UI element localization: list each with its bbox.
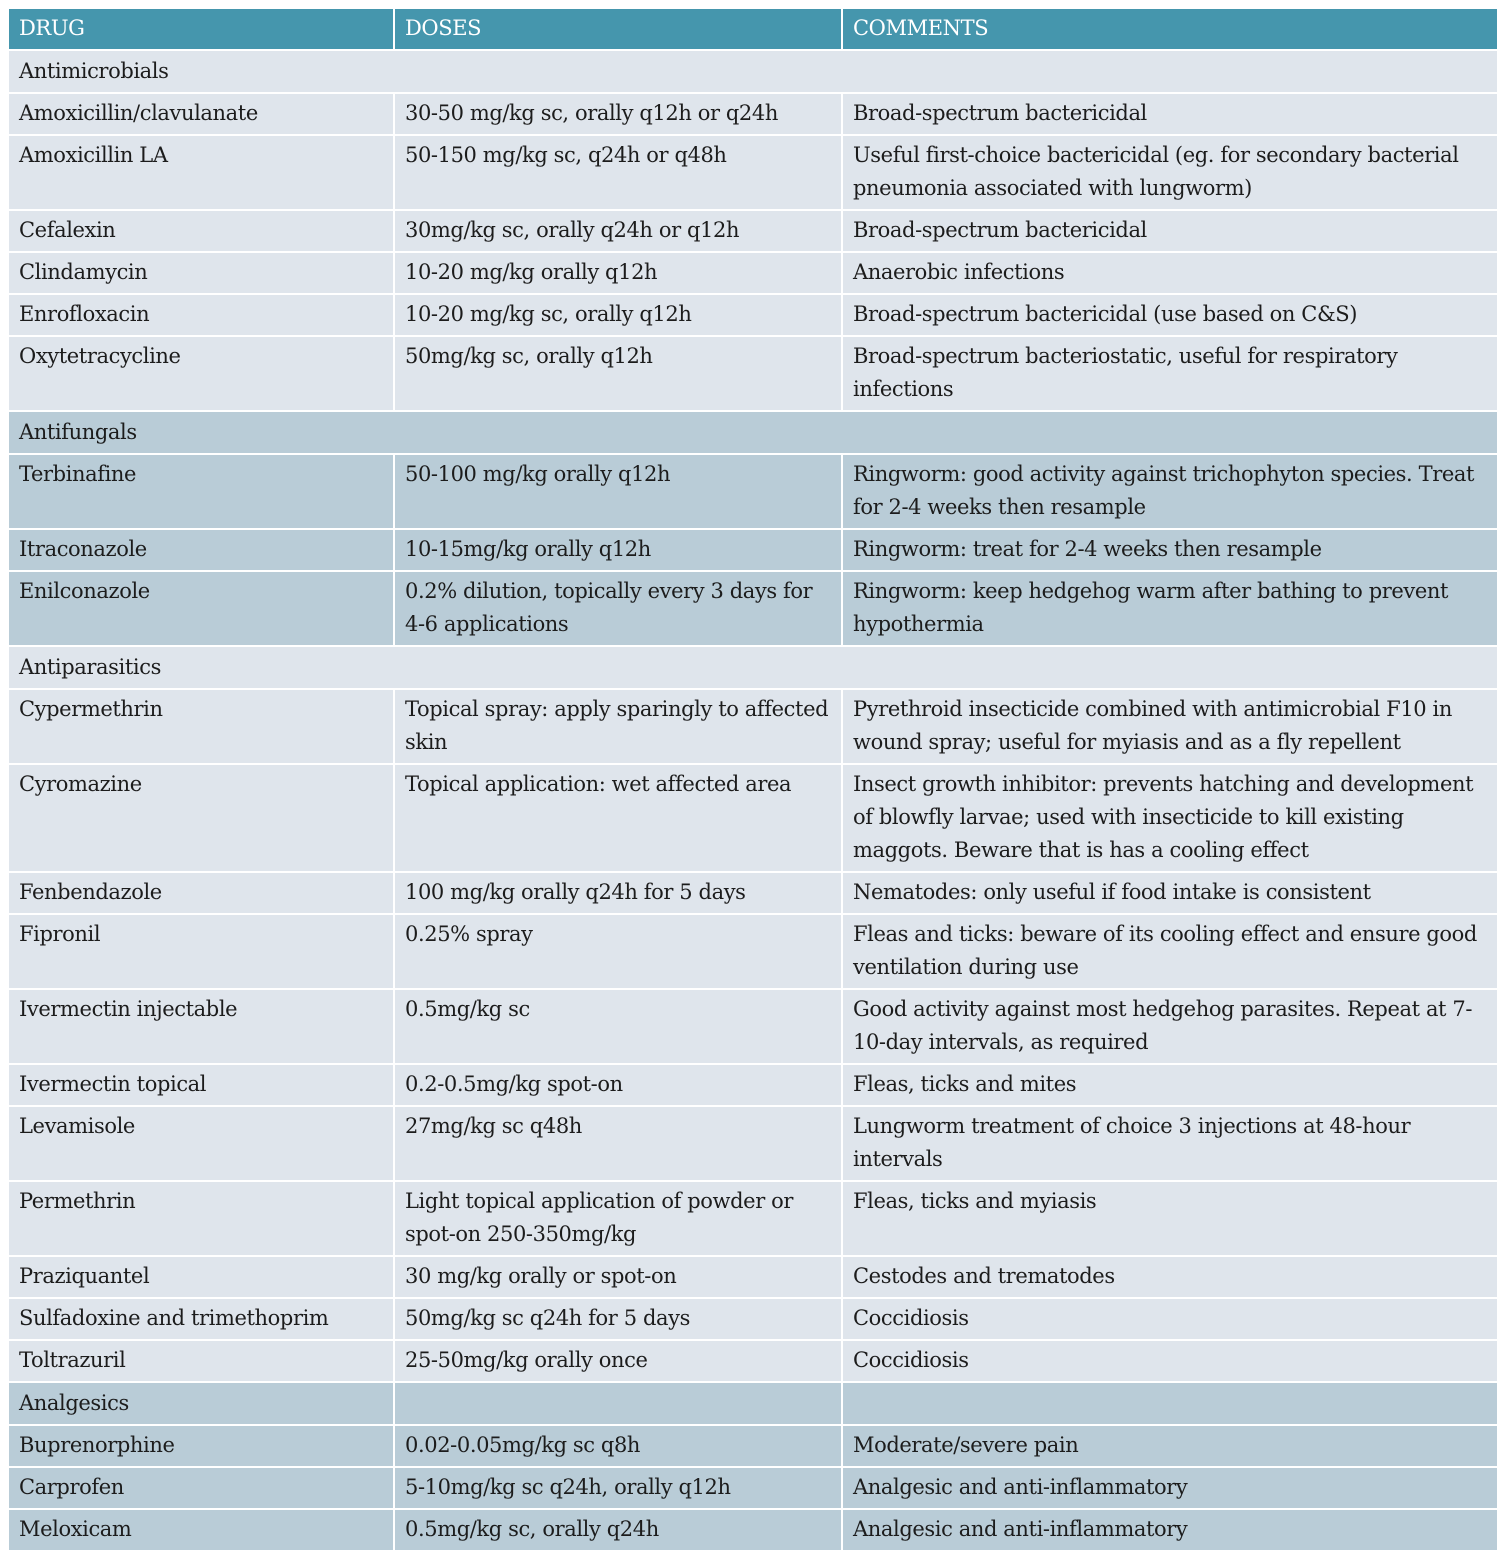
comments-cell: Broad-spectrum bactericidal <box>842 93 1498 135</box>
comments-cell: Anaerobic infections <box>842 252 1498 294</box>
comments-cell: Broad-spectrum bacteriostatic, useful for respiratory infections <box>842 336 1498 411</box>
header-drug: DRUG <box>8 8 394 50</box>
table-row <box>8 93 1498 135</box>
doses-cell: 50mg/kg sc, orally q12h <box>394 336 842 411</box>
drug-cell: Enrofloxacin <box>8 294 394 336</box>
comments-cell: Ringworm: good activity against trichophyton species. Treat for 2-4 weeks then resample <box>842 454 1498 529</box>
header-comments: COMMENTS <box>842 8 1498 50</box>
comments-cell: Pyrethroid insecticide combined with antimicrobial F10 in wound spray; useful for myiasis and as a fly repellent <box>842 689 1498 764</box>
comments-cell: Coccidiosis <box>842 1298 1498 1340</box>
doses-cell: 0.5mg/kg sc, orally q24h <box>394 1509 842 1551</box>
table-row <box>8 294 1498 336</box>
table-row <box>8 1425 1498 1467</box>
table-row <box>8 135 1498 210</box>
doses-cell: 30-50 mg/kg sc, orally q12h or q24h <box>394 93 842 135</box>
comments-cell: Fleas and ticks: beware of its cooling effect and ensure good ventilation during use <box>842 914 1498 989</box>
comments-cell: Fleas, ticks and mites <box>842 1064 1498 1106</box>
section-empty-cell <box>842 1382 1498 1425</box>
comments-cell: Ringworm: treat for 2-4 weeks then resample <box>842 529 1498 571</box>
drug-cell: Itraconazole <box>8 529 394 571</box>
doses-cell: 0.02-0.05mg/kg sc q8h <box>394 1425 842 1467</box>
drug-cell: Toltrazuril <box>8 1340 394 1382</box>
comments-cell: Broad-spectrum bactericidal <box>842 210 1498 252</box>
table-row <box>8 336 1498 411</box>
table-row <box>8 914 1498 989</box>
comments-cell: Analgesic and anti-inflammatory <box>842 1467 1498 1509</box>
doses-cell: 0.5mg/kg sc <box>394 989 842 1064</box>
table-row <box>8 1256 1498 1298</box>
doses-cell: 0.2-0.5mg/kg spot-on <box>394 1064 842 1106</box>
table-body <box>8 50 1498 1551</box>
comments-cell: Useful first-choice bactericidal (eg. for secondary bacterial pneumonia associated with lungworm) <box>842 135 1498 210</box>
table-row <box>8 764 1498 872</box>
comments-cell: Nematodes: only useful if food intake is consistent <box>842 872 1498 914</box>
drug-cell: Cypermethrin <box>8 689 394 764</box>
table-row <box>8 989 1498 1064</box>
doses-cell: 10-20 mg/kg orally q12h <box>394 252 842 294</box>
section-title: Antiparasitics <box>8 646 1498 689</box>
drug-cell: Amoxicillin/clavulanate <box>8 93 394 135</box>
section-empty-cell <box>394 1382 842 1425</box>
doses-cell: 30 mg/kg orally or spot-on <box>394 1256 842 1298</box>
doses-cell: 50-100 mg/kg orally q12h <box>394 454 842 529</box>
doses-cell: 0.25% spray <box>394 914 842 989</box>
table-row <box>8 872 1498 914</box>
doses-cell: 100 mg/kg orally q24h for 5 days <box>394 872 842 914</box>
drug-cell: Ivermectin injectable <box>8 989 394 1064</box>
section-header-row <box>8 1382 1498 1425</box>
drug-dose-table <box>7 7 1499 1552</box>
drug-cell: Amoxicillin LA <box>8 135 394 210</box>
table-row <box>8 571 1498 646</box>
drug-cell: Enilconazole <box>8 571 394 646</box>
table-row <box>8 1298 1498 1340</box>
section-title: Analgesics <box>8 1382 394 1425</box>
section-title: Antifungals <box>8 411 1498 454</box>
doses-cell: Light topical application of powder or spot-on 250-350mg/kg <box>394 1181 842 1256</box>
drug-cell: Ivermectin topical <box>8 1064 394 1106</box>
table-row <box>8 1106 1498 1181</box>
comments-cell: Moderate/severe pain <box>842 1425 1498 1467</box>
doses-cell: 10-20 mg/kg sc, orally q12h <box>394 294 842 336</box>
doses-cell: 5-10mg/kg sc q24h, orally q12h <box>394 1467 842 1509</box>
drug-cell: Cefalexin <box>8 210 394 252</box>
drug-cell: Praziquantel <box>8 1256 394 1298</box>
doses-cell: 0.2% dilution, topically every 3 days for 4-6 applications <box>394 571 842 646</box>
drug-cell: Cyromazine <box>8 764 394 872</box>
table-row <box>8 1181 1498 1256</box>
comments-cell: Coccidiosis <box>842 1340 1498 1382</box>
drug-cell: Carprofen <box>8 1467 394 1509</box>
table-row <box>8 1509 1498 1551</box>
comments-cell: Insect growth inhibitor: prevents hatching and development of blowfly larvae; used with insecticide to kill existing maggots. Beware that is has a cooling effect <box>842 764 1498 872</box>
drug-cell: Fipronil <box>8 914 394 989</box>
doses-cell: 30mg/kg sc, orally q24h or q12h <box>394 210 842 252</box>
drug-cell: Levamisole <box>8 1106 394 1181</box>
drug-cell: Fenbendazole <box>8 872 394 914</box>
comments-cell: Good activity against most hedgehog parasites. Repeat at 7-10-day intervals, as required <box>842 989 1498 1064</box>
table-row <box>8 454 1498 529</box>
table-header <box>8 8 1498 50</box>
section-title: Antimicrobials <box>8 50 1498 93</box>
header-row <box>8 8 1498 50</box>
section-header-row <box>8 646 1498 689</box>
table-row <box>8 1340 1498 1382</box>
drug-cell: Clindamycin <box>8 252 394 294</box>
table-row <box>8 252 1498 294</box>
comments-cell: Cestodes and trematodes <box>842 1256 1498 1298</box>
table-row <box>8 689 1498 764</box>
doses-cell: 50-150 mg/kg sc, q24h or q48h <box>394 135 842 210</box>
comments-cell: Lungworm treatment of choice 3 injections at 48-hour intervals <box>842 1106 1498 1181</box>
doses-cell: 27mg/kg sc q48h <box>394 1106 842 1181</box>
doses-cell: Topical spray: apply sparingly to affected skin <box>394 689 842 764</box>
drug-cell: Permethrin <box>8 1181 394 1256</box>
comments-cell: Broad-spectrum bactericidal (use based on C&S) <box>842 294 1498 336</box>
table-row <box>8 529 1498 571</box>
section-header-row <box>8 411 1498 454</box>
drug-cell: Oxytetracycline <box>8 336 394 411</box>
comments-cell: Fleas, ticks and myiasis <box>842 1181 1498 1256</box>
header-doses: DOSES <box>394 8 842 50</box>
comments-cell: Ringworm: keep hedgehog warm after bathing to prevent hypothermia <box>842 571 1498 646</box>
doses-cell: 50mg/kg sc q24h for 5 days <box>394 1298 842 1340</box>
table-row <box>8 210 1498 252</box>
section-header-row <box>8 50 1498 93</box>
table-row <box>8 1064 1498 1106</box>
doses-cell: 25-50mg/kg orally once <box>394 1340 842 1382</box>
table-row <box>8 1467 1498 1509</box>
drug-cell: Sulfadoxine and trimethoprim <box>8 1298 394 1340</box>
drug-cell: Meloxicam <box>8 1509 394 1551</box>
drug-cell: Terbinafine <box>8 454 394 529</box>
comments-cell: Analgesic and anti-inflammatory <box>842 1509 1498 1551</box>
drug-cell: Buprenorphine <box>8 1425 394 1467</box>
doses-cell: 10-15mg/kg orally q12h <box>394 529 842 571</box>
doses-cell: Topical application: wet affected area <box>394 764 842 872</box>
